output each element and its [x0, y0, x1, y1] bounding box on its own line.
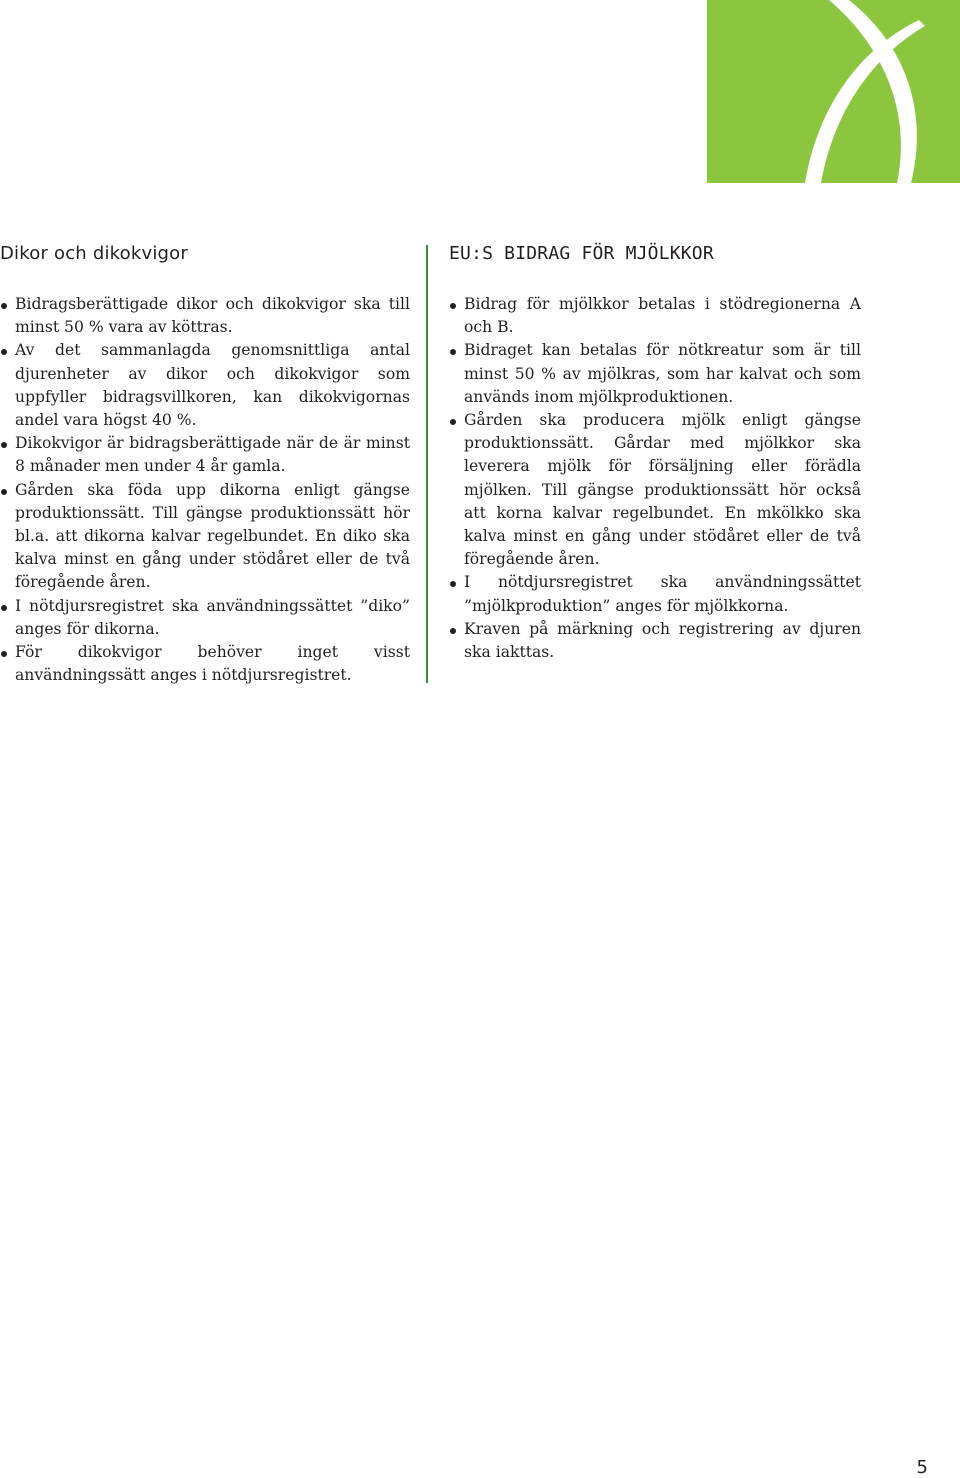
- list-item: I nötdjursregistret ska användningssättet ”mjölkproduktion” anges för mjölkkorna.: [449, 571, 861, 617]
- column-divider: [426, 245, 428, 683]
- list-item: Bidraget kan betalas för nötkreatur som är till minst 50 % av mjölkras, som har kalvat och som används inom mjölkproduktionen.: [449, 339, 861, 409]
- list-item: I nötdjursregistret ska användningssättet ”diko” anges för dikorna.: [0, 595, 410, 641]
- section-heading-dikor: Dikor och dikokvigor: [0, 243, 188, 264]
- list-item: Kraven på märkning och registrering av djuren ska iakttas.: [449, 618, 861, 664]
- brand-leaf-graphic: [707, 0, 960, 183]
- list-item: För dikokvigor behöver inget visst användningssätt anges i nötdjursregistret.: [0, 641, 410, 687]
- dikor-requirements-list: [0, 293, 410, 687]
- list-item: Bidragsberättigade dikor och dikokvigor ska till minst 50 % vara av köttras.: [0, 293, 410, 339]
- list-item: Gården ska producera mjölk enligt gängse produktionssätt. Gårdar med mjölkkor ska leverera mjölk för försäljning eller förädla mjölken. Till gängse produktionssätt hör också att korna kalvar regelbundet. En mkölkko ska kalva minst en gång under stödåret eller de två föregående åren.: [449, 409, 861, 571]
- mjolkkor-requirements-list: [449, 293, 861, 664]
- list-item: Bidrag för mjölkkor betalas i stödregionerna A och B.: [449, 293, 861, 339]
- list-item: Dikokvigor är bidragsberättigade när de är minst 8 månader men under 4 år gamla.: [0, 432, 410, 478]
- list-item: Av det sammanlagda genomsnittliga antal djurenheter av dikor och dikokvigor som uppfyller bidragsvillkoren, kan dikokvigornas andel vara högst 40 %.: [0, 339, 410, 432]
- section-heading-mjolkkor: EU:S BIDRAG FÖR MJÖLKKOR: [449, 243, 714, 264]
- page-number: 5: [916, 1457, 928, 1478]
- list-item: Gården ska föda upp dikorna enligt gängse produktionssätt. Till gängse produktionssätt hör bl.a. att dikorna kalvar regelbundet. En diko ska kalva minst en gång under stödåret eller de två föregående åren.: [0, 479, 410, 595]
